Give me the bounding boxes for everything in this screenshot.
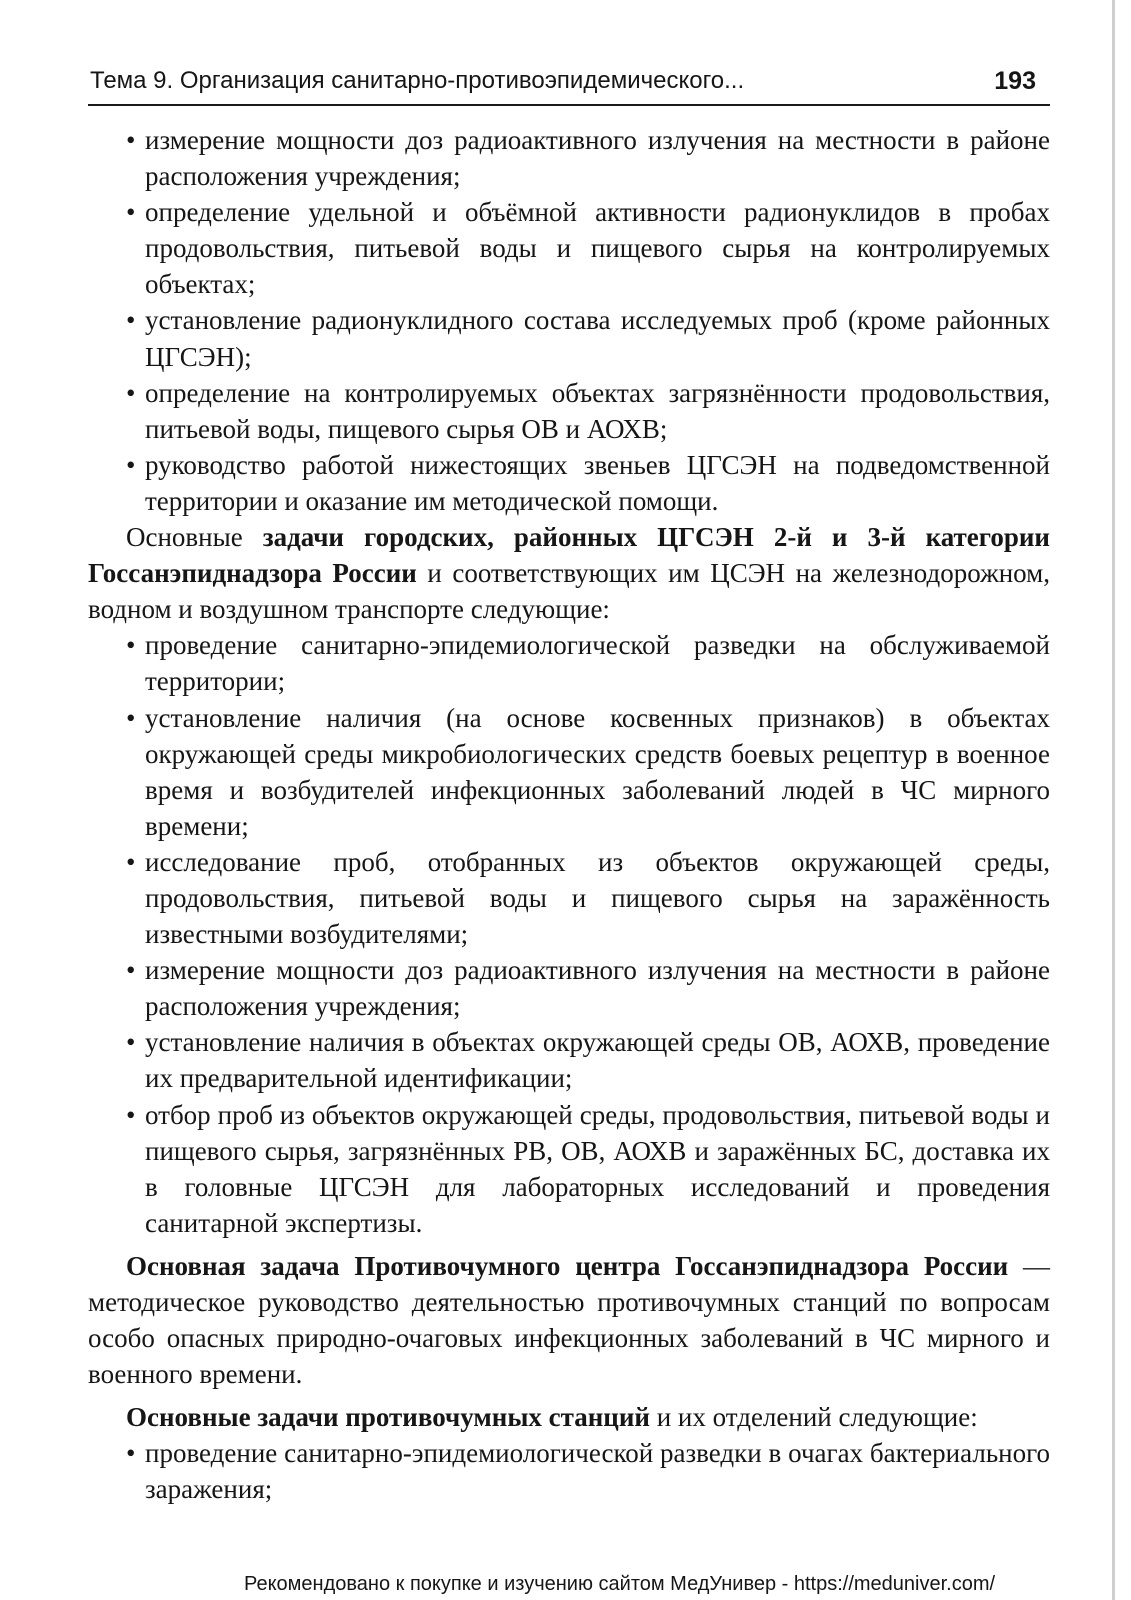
list-item: • установление радионуклидного состава исследуемых проб (кроме районных ЦГСЭН); — [88, 302, 1050, 374]
bullet-icon: • — [126, 305, 136, 336]
bold-term: задачи городских, районных ЦГСЭН 2-й и 3-й категории Госсанэпиднадзора России — [88, 522, 1050, 589]
bullet-list-2 — [88, 627, 1050, 1241]
bullet-icon: • — [126, 846, 136, 877]
list-item: • установление наличия (на основе косвенных признаков) в объектах окружающей среды микробиологических средств боевых рецептур в военное время и возбудителей инфекционных заболеваний людей в ЧС мирного времени; — [88, 700, 1050, 844]
bullet-icon: • — [126, 1027, 136, 1058]
header-rule — [88, 104, 1050, 106]
paragraph-antiplague-stations: Основные задачи противочумных станций и их отделений следующие: — [126, 1402, 978, 1433]
page-number: 193 — [994, 67, 1036, 95]
bullet-icon: • — [126, 377, 136, 408]
list-item: • отбор проб из объектов окружающей среды, продовольствия, питьевой воды и пищевого сырья, загрязнённых РВ, ОВ, АОХВ и заражённых БС, доставка их в головные ЦГСЭН для лабораторных исследований и проведения санитарной экспертизы. — [88, 1097, 1050, 1241]
list-item: • проведение санитарно-эпидемиологической разведки на обслуживаемой территории; — [88, 627, 1050, 699]
list-item: • измерение мощности доз радиоактивного излучения на местности в районе расположения учреждения; — [88, 952, 1050, 1024]
bullet-icon: • — [126, 955, 136, 986]
page-edge-line — [1112, 0, 1115, 1600]
bullet-icon: • — [126, 1099, 136, 1130]
paragraph-city-district-tasks: Основные задачи городских, районных ЦГСЭН 2-й и 3-й категории Госсанэпиднадзора России и соответствующих им ЦСЭН на железнодорожном, водном и воздушном транспорте следующие: — [88, 522, 1050, 625]
list-item: • проведение санитарно-эпидемиологической разведки в очагах бактериального заражения; — [88, 1435, 1050, 1507]
bullet-icon: • — [126, 630, 136, 661]
chapter-title: Тема 9. Организация санитарно-противоэпидемического... — [90, 67, 745, 94]
bullet-icon: • — [126, 197, 136, 228]
list-item: • руководство работой нижестоящих звеньев ЦГСЭН на подведомственной территории и оказание им методической помощи. — [88, 447, 1050, 519]
page-body — [88, 122, 1050, 1508]
footer-watermark: Рекомендовано к покупке и изучению сайтом МедУнивер - https://meduniver.com/ — [244, 1573, 996, 1595]
list-item: • измерение мощности доз радиоактивного излучения на местности в районе расположения учреждения; — [88, 122, 1050, 194]
list-item: • исследование проб, отобранных из объектов окружающей среды, продовольствия, питьевой воды и пищевого сырья на заражённость известными возбудителями; — [88, 844, 1050, 952]
bullet-icon: • — [126, 449, 136, 480]
bold-term: Основная задача Противочумного центра Госсанэпиднадзора России — [126, 1250, 1009, 1281]
running-header — [88, 66, 1050, 102]
list-item: • определение удельной и объёмной активности радионуклидов в пробах продовольствия, питьевой воды и пищевого сырья на контролируемых объектах; — [88, 194, 1050, 302]
bullet-icon: • — [126, 702, 136, 733]
bullet-icon: • — [126, 125, 136, 155]
bullet-list-3 — [88, 1435, 1050, 1507]
list-item: • определение на контролируемых объектах загрязнённости продовольствия, питьевой воды, пищевого сырья ОВ и АОХВ; — [88, 375, 1050, 447]
list-item: • установление наличия в объектах окружающей среды ОВ, АОХВ, проведение их предварительной идентификации; — [88, 1024, 1050, 1096]
bold-term: Основные задачи противочумных станций — [126, 1402, 650, 1433]
bullet-icon: • — [126, 1438, 136, 1469]
bullet-list-1 — [88, 122, 1050, 519]
paragraph-antiplague-center: Основная задача Противочумного центра Госсанэпиднадзора России — методическое руководство деятельностью противочумных станций по вопросам особо опасных природно-очаговых инфекционных заболеваний в ЧС мирного и военного времени. — [88, 1250, 1050, 1390]
